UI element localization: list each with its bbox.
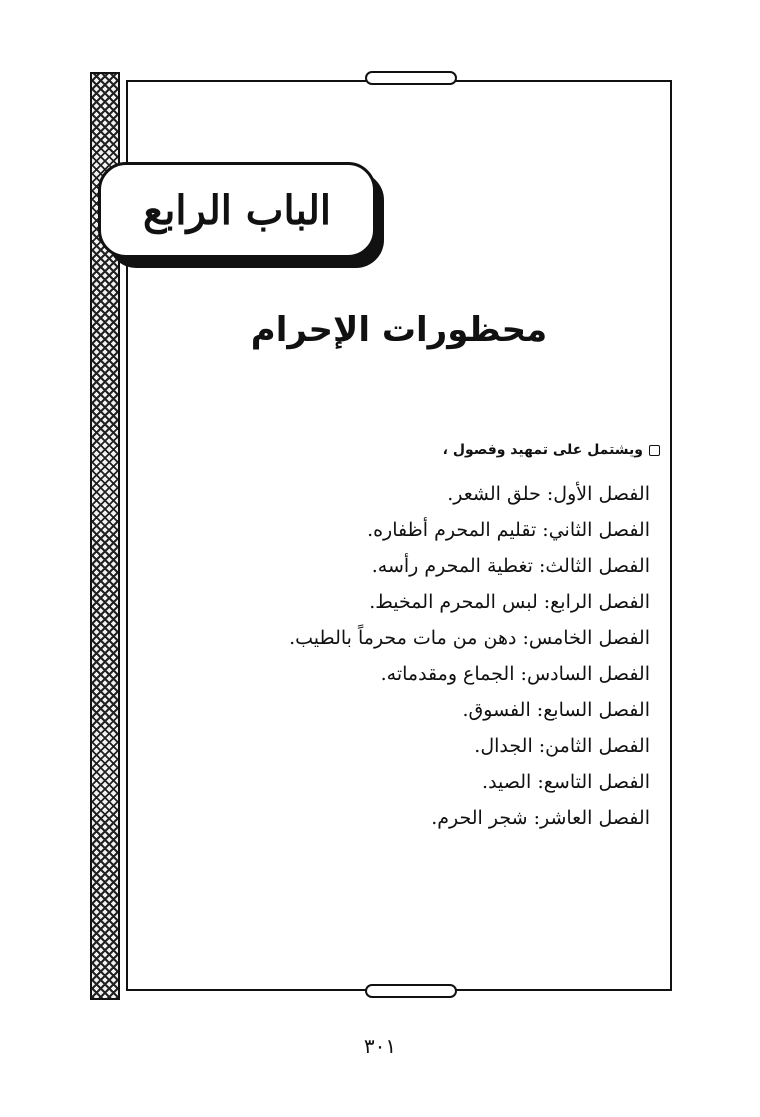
section-title: لبس المحرم المخيط. [369, 591, 538, 613]
section-label: الفصل الثالث: [538, 555, 650, 577]
main-title: محظورات الإحرام [250, 310, 548, 350]
list-item [289, 728, 650, 764]
section-label: الفصل الثامن: [538, 735, 650, 757]
section-label: الفصل العاشر: [533, 807, 650, 829]
list-item [289, 620, 650, 656]
section-title: حلق الشعر. [447, 483, 541, 505]
list-item [289, 764, 650, 800]
square-bullet-icon [649, 445, 660, 456]
section-label: الفصل الثاني: [542, 519, 650, 541]
section-label: الفصل الرابع: [543, 591, 650, 613]
list-item [289, 512, 650, 548]
intro-text: ويشتمل على تمهيد وفصول ، [442, 442, 643, 458]
section-title: الجدال. [474, 735, 533, 757]
sections-list [289, 476, 650, 836]
intro-line [443, 442, 660, 458]
list-item [289, 548, 650, 584]
section-label: الفصل الأول: [546, 483, 650, 505]
section-title: الصيد. [482, 771, 532, 793]
section-title: الجماع ومقدماته. [380, 663, 515, 685]
section-label: الفصل الخامس: [522, 627, 650, 649]
list-item [289, 476, 650, 512]
list-item [289, 584, 650, 620]
chapter-title: الباب الرابع [142, 186, 332, 234]
section-title: تقليم المحرم أظفاره. [367, 519, 537, 541]
section-title: شجر الحرم. [431, 807, 528, 829]
frame-bottom-tab [365, 984, 457, 998]
chapter-heading-box [98, 162, 376, 258]
section-title: تغطية المحرم رأسه. [371, 555, 533, 577]
list-item [289, 800, 650, 836]
section-title: الفسوق. [462, 699, 531, 721]
section-label: الفصل السابع: [536, 699, 650, 721]
frame-top-tab [365, 71, 457, 85]
list-item [289, 656, 650, 692]
list-item [289, 692, 650, 728]
section-label: الفصل التاسع: [537, 771, 650, 793]
page-number: ٣٠١ [363, 1034, 397, 1058]
section-title: دهن من مات محرماً بالطيب. [289, 627, 517, 649]
section-label: الفصل السادس: [520, 663, 650, 685]
